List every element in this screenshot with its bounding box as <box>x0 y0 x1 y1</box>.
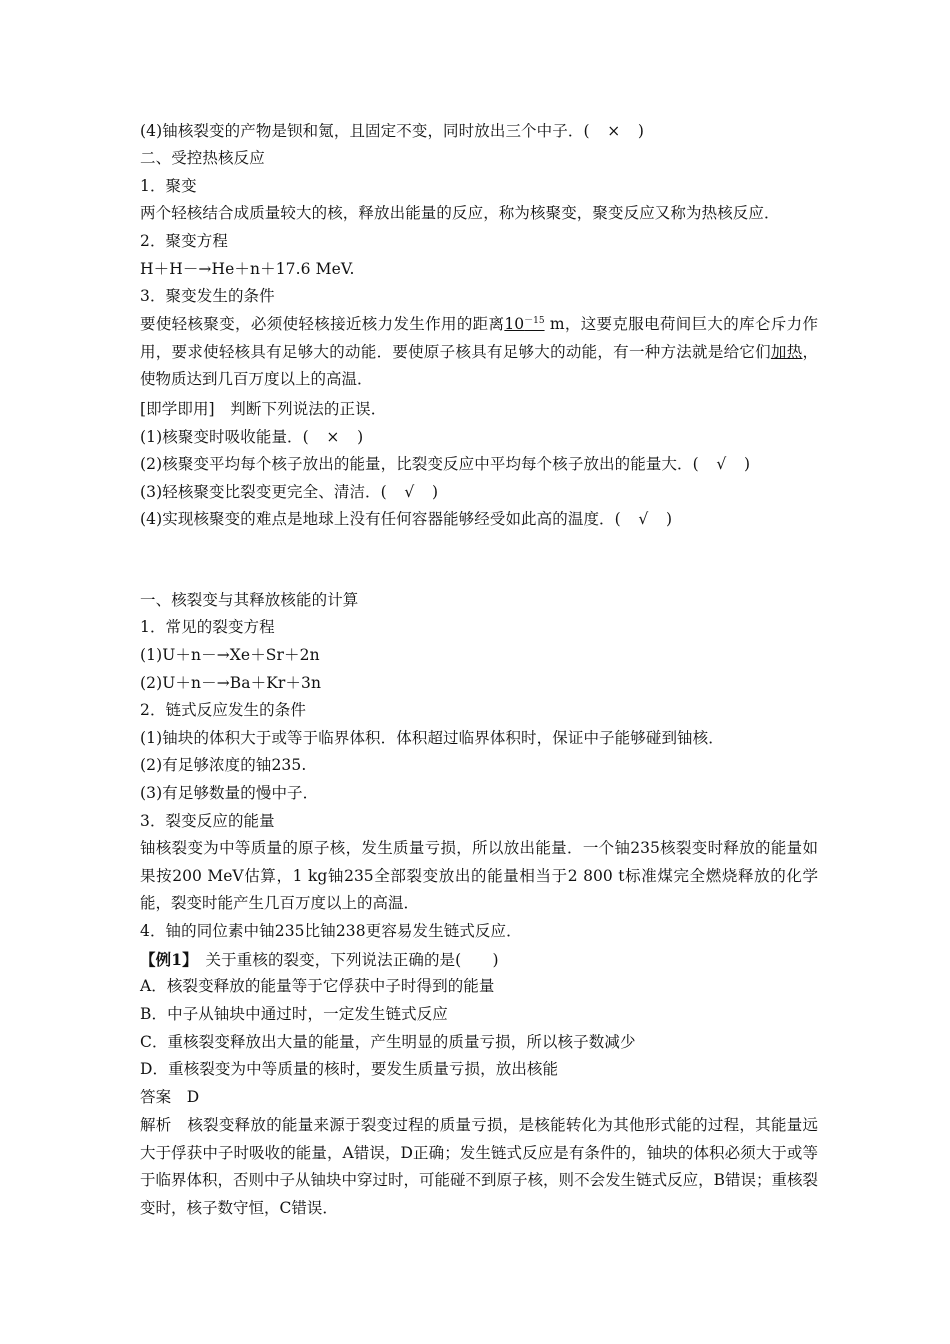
option-a: A．核裂变释放的能量等于它俘获中子时得到的能量 <box>140 977 495 995</box>
judge-fusion-1-close: ) <box>341 428 364 446</box>
judge-item-4-text: (4)铀核裂变的产物是钡和氪，且固定不变，同时放出三个中子．( <box>140 122 606 140</box>
subheading-fusion-conditions: 3．聚变发生的条件 <box>140 287 275 305</box>
answer-line: 答案 D <box>140 1088 200 1106</box>
conditions-text-1: 要使轻核聚变，必须使轻核接近核力发生作用的距离 <box>140 315 505 333</box>
practice-heading: [即学即用] 判断下列说法的正误． <box>140 400 387 418</box>
judge-item-4 <box>140 118 830 145</box>
check-mark: √ <box>716 455 727 473</box>
distance-base: 10 <box>504 315 525 333</box>
chain-condition-1: (1)铀块的体积大于或等于临界体积．体积超过临界体积时，保证中子能够碰到铀核． <box>140 729 724 747</box>
distance-value <box>504 315 544 333</box>
subheading-chain-reaction: 2．链式反应发生的条件 <box>140 701 306 719</box>
judge-fusion-3-close: ) <box>416 483 439 501</box>
fission-equation-1: (1)U＋n－→Xe＋Sr＋2n <box>140 646 320 664</box>
distance-exponent: －15 <box>524 316 545 326</box>
judge-fusion-2-close: ) <box>728 455 751 473</box>
example-question-text: 关于重核的裂变，下列说法正确的是( ) <box>189 951 499 969</box>
judge-fusion-3-text: (3)轻核聚变比裂变更完全、清洁．( <box>140 483 403 501</box>
judge-fusion-4-close: ) <box>650 510 673 528</box>
judge-fusion-3 <box>140 479 830 506</box>
fusion-definition: 两个轻核结合成质量较大的核，释放出能量的反应，称为核聚变，聚变反应又称为热核反应． <box>140 204 780 222</box>
fusion-equation: H＋H－→He＋n＋17.6 MeV. <box>140 260 355 278</box>
judge-fusion-4-text: (4)实现核聚变的难点是地球上没有任何容器能够经受如此高的温度．( <box>140 510 637 528</box>
cross-mark: × <box>607 122 621 140</box>
section-heading-fission-energy: 一、核裂变与其释放核能的计算 <box>140 591 359 609</box>
section-heading-controlled-fusion: 二、受控热核反应 <box>140 149 265 167</box>
subheading-fission-equations: 1．常见的裂变方程 <box>140 618 275 636</box>
option-d: D．重核裂变为中等质量的核时，要发生质量亏损，放出核能 <box>140 1060 559 1078</box>
example-tag: 【例1】 <box>140 950 190 969</box>
judge-fusion-1 <box>140 424 830 451</box>
check-mark: √ <box>638 510 649 528</box>
judge-fusion-1-text: (1)核聚变时吸收能量．( <box>140 428 325 446</box>
subheading-fusion-equation: 2．聚变方程 <box>140 232 228 250</box>
option-c: C．重核裂变释放出大量的能量，产生明显的质量亏损，所以核子数减少 <box>140 1033 636 1051</box>
analysis-paragraph: 解析 核裂变释放的能量来源于裂变过程的质量亏损，是核能转化为其他形式能的过程，其能量远大于俘获中子时吸收的能量，A错误，D正确；发生链式反应是有条件的，铀块的体积必须大于或等于临界体积，否则中子从铀块中穿过时，可能碰不到原子核，则不会发生链式反应，B错误；重核裂变时，核子数守恒，C错误． <box>140 1116 818 1217</box>
fission-equation-2: (2)U＋n－→Ba＋Kr＋3n <box>140 674 322 692</box>
subheading-fusion: 1．聚变 <box>140 177 197 195</box>
chain-condition-2: (2)有足够浓度的铀235. <box>140 756 307 774</box>
judge-fusion-2-text: (2)核聚变平均每个核子放出的能量，比裂变反应中平均每个核子放出的能量大．( <box>140 455 715 473</box>
cross-mark: × <box>326 428 340 446</box>
check-mark: √ <box>404 483 415 501</box>
isotope-note: 4．铀的同位素中铀235比铀238更容易发生链式反应． <box>140 922 522 940</box>
fission-energy-paragraph: 铀核裂变为中等质量的原子核，发生质量亏损，所以放出能量．一个铀235核裂变时释放的能量如果按200 MeV估算，1 kg铀235全部裂变放出的能量相当于2 800 t标准煤完全燃烧释放的化学能，裂变时能产生几百万度以上的高温． <box>140 839 818 912</box>
option-b: B．中子从铀块中通过时，一定发生链式反应 <box>140 1005 448 1023</box>
conditions-text-2: m，这要克服电荷间巨大的库仑斥力作用，要求使轻核具有足够大的动能．要使原子核具有足够大的动能，有一种方法就是给它们 <box>140 315 818 361</box>
fusion-conditions-paragraph <box>140 311 818 394</box>
conditions-text-3: ，使物质达到几百万度以上的高温． <box>140 342 818 388</box>
judge-fusion-4 <box>140 506 830 533</box>
example-question <box>140 946 830 973</box>
judge-fusion-2 <box>140 451 830 478</box>
heating-term: 加热 <box>770 342 803 361</box>
subheading-fission-energy: 3．裂变反应的能量 <box>140 812 275 830</box>
judge-item-4-close: ) <box>622 122 645 140</box>
chain-condition-3: (3)有足够数量的慢中子． <box>140 784 319 802</box>
